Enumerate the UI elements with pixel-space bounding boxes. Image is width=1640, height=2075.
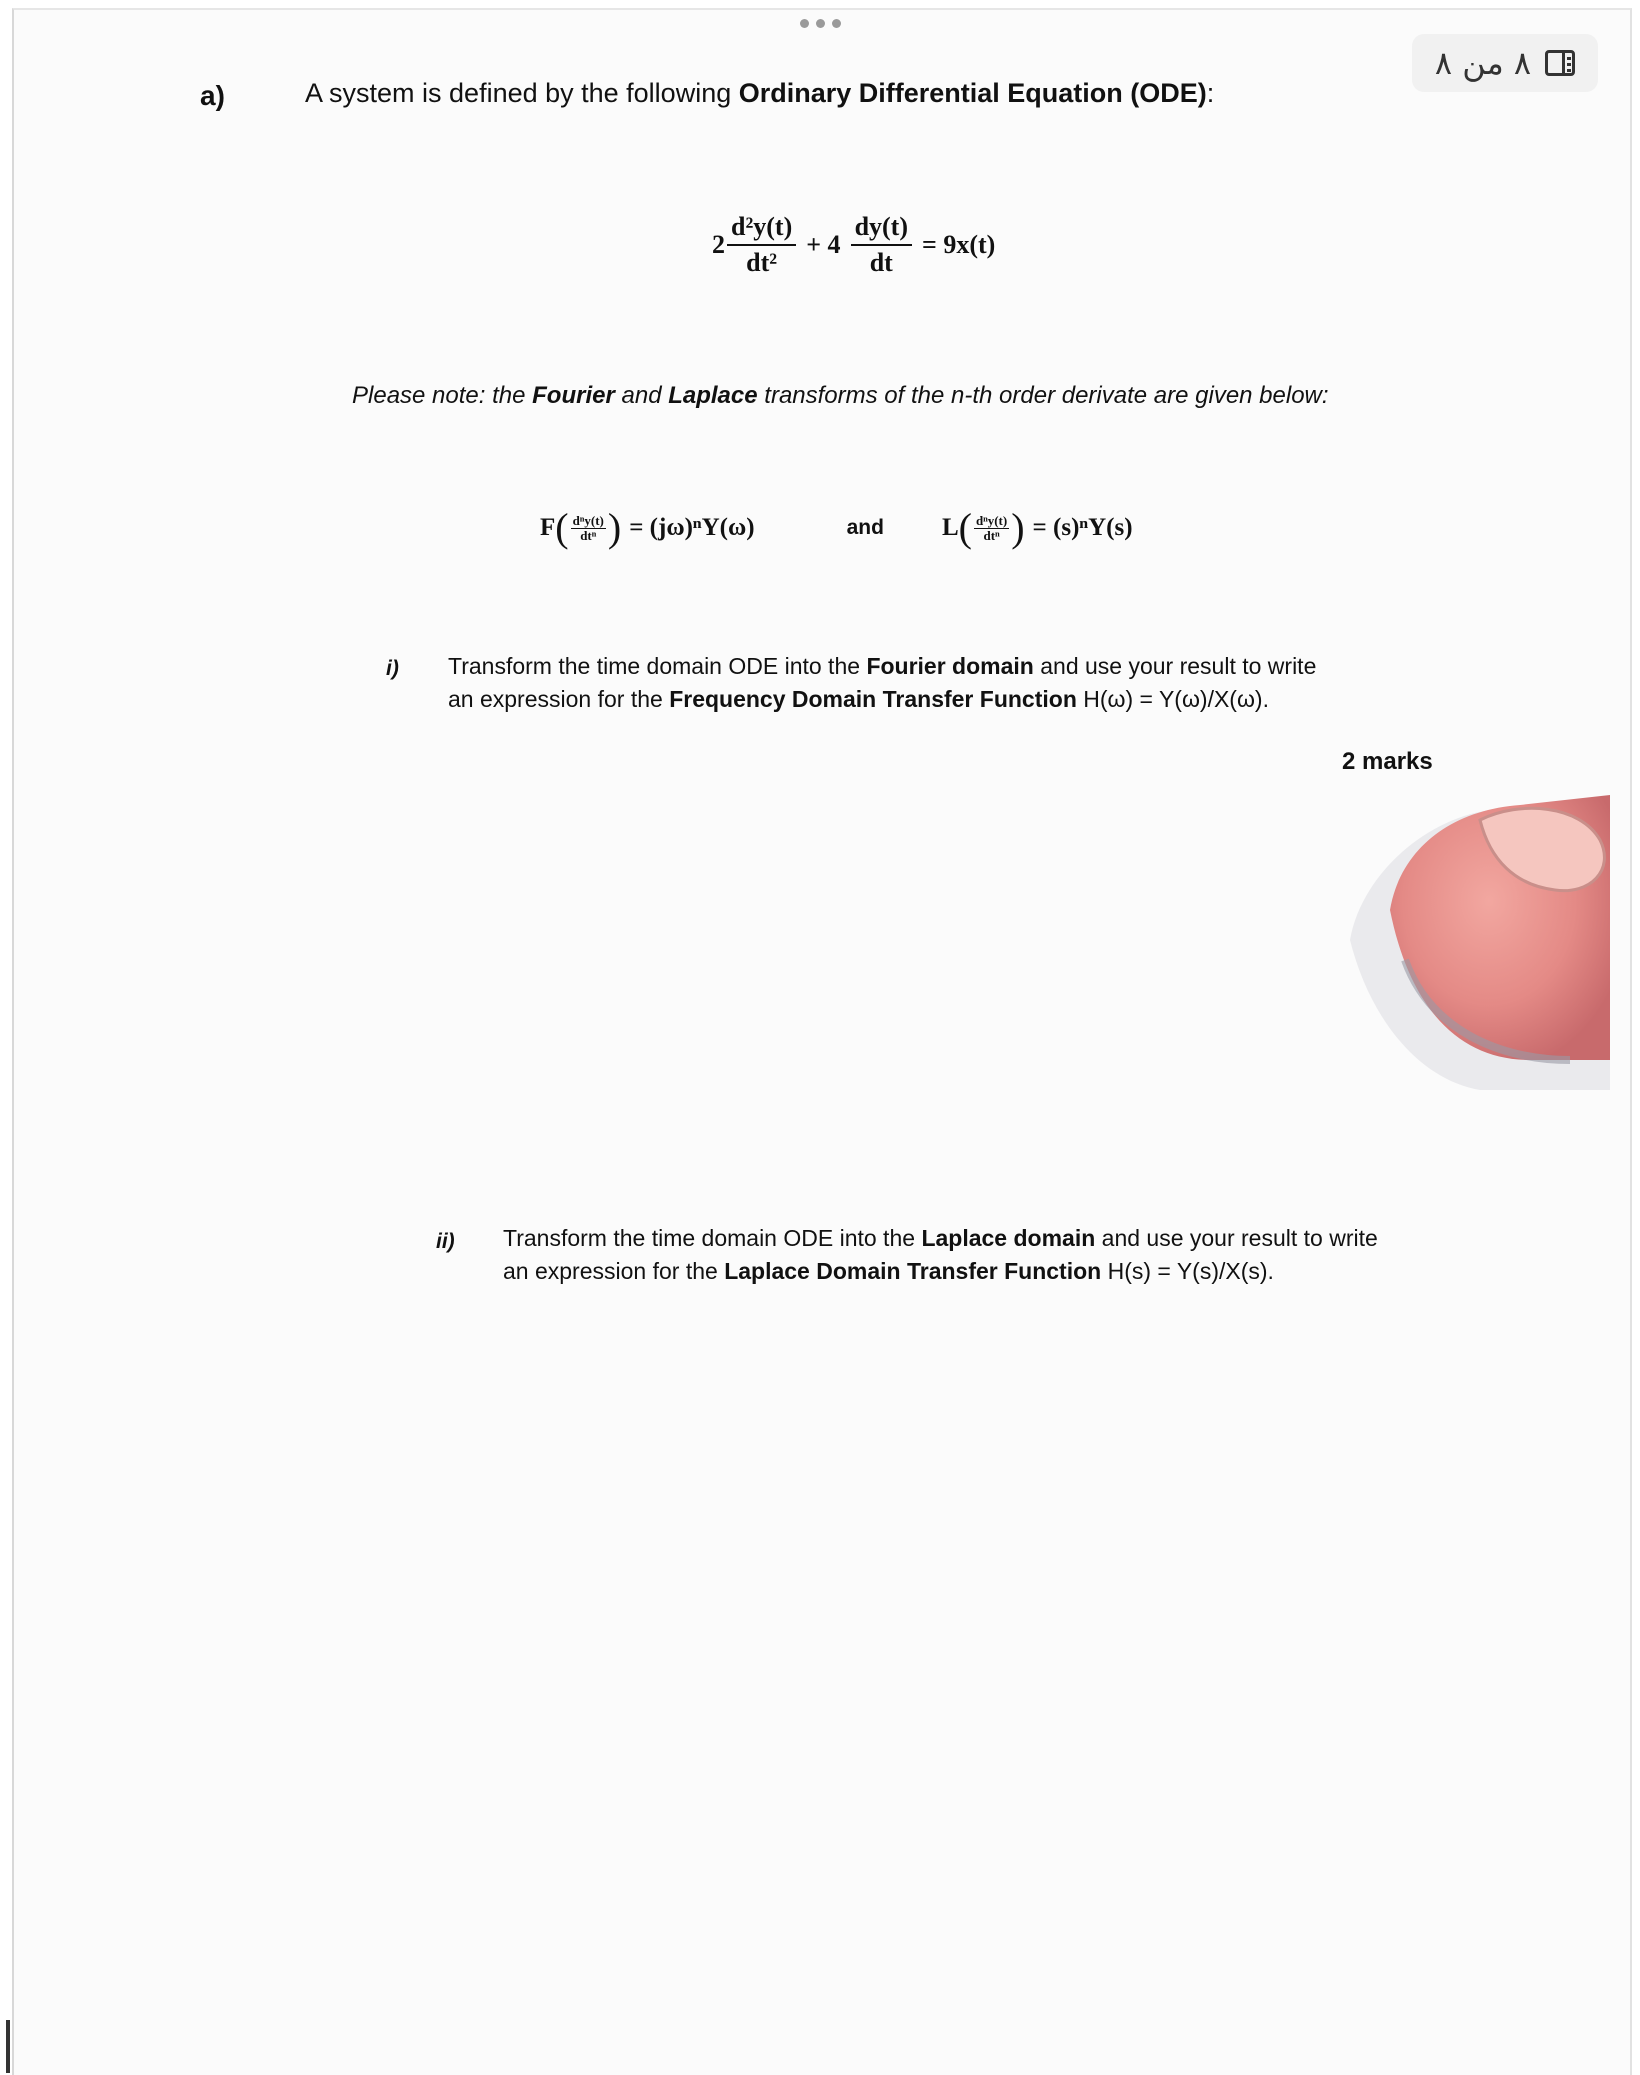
laplace-derivative xyxy=(974,514,1009,543)
ode-t2-den: dt xyxy=(869,248,893,277)
thumb-image xyxy=(1330,760,1610,1090)
and-word: and xyxy=(846,516,884,539)
part-i-label: i) xyxy=(386,657,399,680)
page-indicator-text: ٨ من ٨ xyxy=(1434,44,1532,82)
part-i-line1: Transform the time domain ODE into the Fourier domain and use your result to write xyxy=(448,653,1317,679)
ode-equation xyxy=(712,212,1003,278)
ode-coef: 2 xyxy=(712,230,725,259)
page-indicator[interactable] xyxy=(1412,34,1598,92)
ode-t1-den: dt² xyxy=(746,248,778,277)
part-ii-line2: an expression for the Laplace Domain Transfer Function H(s) = Y(s)/X(s). xyxy=(503,1258,1274,1284)
note-p3: transforms of the n-th order derivate are given below: xyxy=(757,382,1329,409)
fourier-rhs: = (jω)ⁿY(ω) xyxy=(629,514,755,541)
laplace-operator: L xyxy=(941,514,959,541)
ode-second-derivative xyxy=(727,212,796,278)
sidebar-panel-icon[interactable] xyxy=(1545,50,1575,76)
ode-rhs: = 9x(t) xyxy=(922,230,996,259)
ode-first-derivative xyxy=(851,212,912,278)
fourier-derivative xyxy=(571,514,606,543)
paren-open-2: ( xyxy=(958,505,972,550)
question-intro xyxy=(305,78,1214,109)
note-laplace: Laplace xyxy=(668,382,758,409)
intro-bold: Ordinary Differential Equation (ODE) xyxy=(738,78,1207,108)
part-ii-label: ii) xyxy=(436,1230,455,1253)
scroll-indicator[interactable] xyxy=(6,2020,10,2073)
paren-close-2: ) xyxy=(1011,505,1025,550)
part-ii-line1: Transform the time domain ODE into the Laplace domain and use your result to write xyxy=(503,1225,1378,1251)
note-p2: and xyxy=(614,382,669,409)
part-i-text xyxy=(448,650,1316,716)
ode-t1-num: d²y(t) xyxy=(727,212,796,246)
paren-open: ( xyxy=(555,505,569,550)
ode-plus: + 4 xyxy=(806,230,841,259)
note-fourier: Fourier xyxy=(532,382,615,409)
part-ii-text xyxy=(503,1222,1378,1288)
more-dots-icon[interactable] xyxy=(790,8,850,38)
fourier-operator: F xyxy=(540,514,556,541)
paren-close: ) xyxy=(607,505,622,550)
intro-plain: A system is defined by the following xyxy=(305,78,739,108)
marks-label: 2 marks xyxy=(1342,748,1433,775)
laplace-den: dtⁿ xyxy=(983,527,1000,543)
fourier-num: dⁿy(t) xyxy=(572,512,604,528)
part-i-line2: an expression for the Frequency Domain Transfer Function H(ω) = Y(ω)/X(ω). xyxy=(448,686,1269,712)
note-p1: Please note: the xyxy=(352,382,533,409)
laplace-rhs: = (s)ⁿY(s) xyxy=(1032,514,1133,541)
transform-equations xyxy=(540,505,1133,550)
ode-t2-num: dy(t) xyxy=(851,212,912,246)
transform-note xyxy=(352,382,1329,410)
intro-end: : xyxy=(1206,78,1215,108)
question-label: a) xyxy=(200,80,225,111)
laplace-num: dⁿy(t) xyxy=(975,512,1008,528)
fourier-den: dtⁿ xyxy=(580,527,597,543)
